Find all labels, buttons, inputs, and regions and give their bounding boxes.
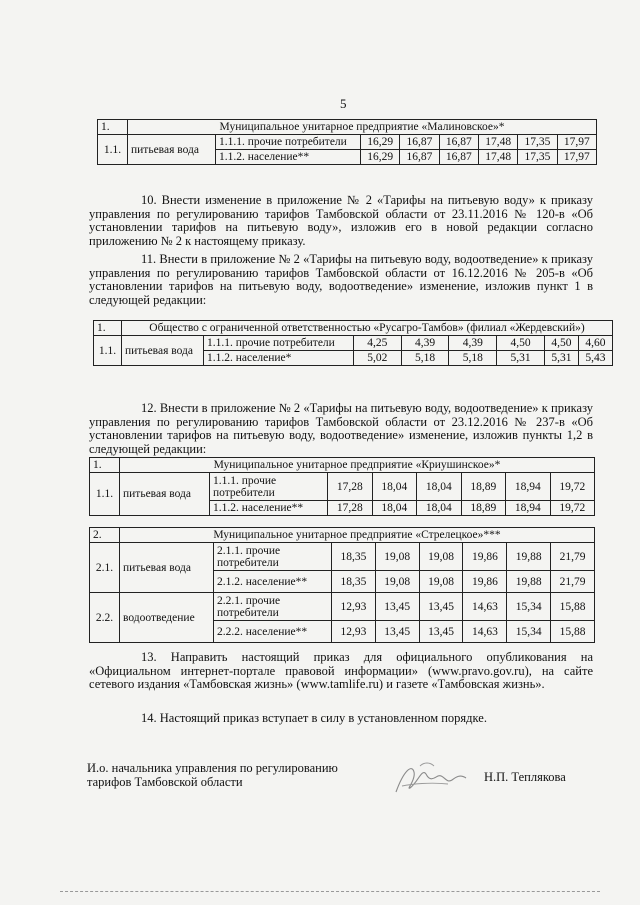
tariff-cell: 18,04 bbox=[372, 473, 417, 501]
tariff-table-streletskoe bbox=[89, 527, 595, 643]
tariff-cell: 18,89 bbox=[461, 501, 506, 516]
consumer-category: 2.2.1. прочие потребители bbox=[214, 593, 332, 621]
tariff-cell: 21,79 bbox=[551, 543, 595, 571]
tariff-cell: 19,08 bbox=[375, 571, 419, 593]
tariff-cell: 12,93 bbox=[332, 621, 376, 643]
tariff-cell: 16,87 bbox=[400, 150, 439, 165]
consumer-category: 1.1.2. население* bbox=[204, 351, 354, 366]
org-name: Муниципальное унитарное предприятие «Стрелецкое»*** bbox=[120, 528, 595, 543]
tariff-cell: 18,35 bbox=[332, 571, 376, 593]
org-number: 2. bbox=[90, 528, 120, 543]
table-row bbox=[90, 543, 595, 571]
item-number: 1.1. bbox=[90, 473, 120, 516]
tariff-cell: 5,31 bbox=[544, 351, 578, 366]
tariff-cell: 4,60 bbox=[578, 336, 612, 351]
tariff-cell: 21,79 bbox=[551, 571, 595, 593]
org-number: 1. bbox=[90, 458, 120, 473]
tariff-cell: 19,08 bbox=[419, 543, 463, 571]
tariff-cell: 16,87 bbox=[439, 135, 478, 150]
tariff-cell: 5,02 bbox=[354, 351, 402, 366]
consumer-category: 1.1.1. прочие потребители bbox=[204, 336, 354, 351]
service-name: питьевая вода bbox=[120, 473, 210, 516]
signatory-position-line1: И.о. начальника управления по регулированию bbox=[87, 761, 338, 775]
tariff-cell: 4,25 bbox=[354, 336, 402, 351]
tariff-cell: 19,08 bbox=[419, 571, 463, 593]
paragraph-14: 14. Настоящий приказ вступает в силу в установленном порядке. bbox=[141, 711, 487, 725]
tariff-cell: 16,87 bbox=[400, 135, 439, 150]
org-name: Муниципальное унитарное предприятие «Криушинское»* bbox=[120, 458, 595, 473]
page-bottom-divider bbox=[60, 891, 600, 892]
page-number: 5 bbox=[340, 96, 347, 111]
tariff-cell: 4,39 bbox=[401, 336, 449, 351]
paragraph-10: 10. Внести изменение в приложение № 2 «Тарифы на питьевую воду» к приказу управления по регулированию тарифов Тамбовской области от 23.11.2016 № 120-в «Об установлении тарифов на питьевую воду», изложив его в новой редакции согласно приложению № 2 к настоящему приказу. bbox=[89, 193, 593, 248]
signatory-position-line2: тарифов Тамбовской области bbox=[87, 774, 243, 789]
tariff-cell: 18,94 bbox=[506, 473, 551, 501]
paragraph-13: 13. Направить настоящий приказ для официального опубликования на «Официальном интернет-портале правовой информации» (www.pravo.gov.ru), на сайте сетевого издания «Тамбовская жизнь» (www.tamlife.ru) и газете «Тамбовская жизнь». bbox=[89, 650, 593, 692]
org-number: 1. bbox=[94, 321, 122, 336]
tariff-cell: 19,88 bbox=[507, 571, 551, 593]
tariff-cell: 16,87 bbox=[439, 150, 478, 165]
item-number: 1.1. bbox=[94, 336, 122, 366]
tariff-cell: 17,28 bbox=[328, 473, 373, 501]
table-header-row bbox=[94, 321, 613, 336]
tariff-cell: 19,86 bbox=[463, 571, 507, 593]
tariff-cell: 18,35 bbox=[332, 543, 376, 571]
table-header-row bbox=[90, 458, 595, 473]
tariff-cell: 12,93 bbox=[332, 593, 376, 621]
service-name: питьевая вода bbox=[128, 135, 216, 165]
tariff-cell: 5,18 bbox=[401, 351, 449, 366]
item-number: 1.1. bbox=[98, 135, 128, 165]
org-number: 1. bbox=[98, 120, 128, 135]
table-header-row bbox=[90, 528, 595, 543]
tariff-table-malinovskoe bbox=[97, 119, 597, 165]
table-header-row bbox=[98, 120, 597, 135]
table-row bbox=[94, 336, 613, 351]
service-name: водоотведение bbox=[120, 593, 214, 643]
tariff-cell: 16,29 bbox=[361, 150, 400, 165]
tariff-table-rusagro bbox=[93, 320, 613, 366]
item-number: 2.2. bbox=[90, 593, 120, 643]
tariff-cell: 17,35 bbox=[518, 135, 557, 150]
tariff-cell: 18,89 bbox=[461, 473, 506, 501]
tariff-table-kriushinskoe bbox=[89, 457, 595, 516]
tariff-cell: 5,31 bbox=[497, 351, 545, 366]
tariff-cell: 4,50 bbox=[544, 336, 578, 351]
tariff-cell: 14,63 bbox=[463, 593, 507, 621]
tariff-cell: 18,04 bbox=[372, 501, 417, 516]
tariff-cell: 16,29 bbox=[361, 135, 400, 150]
item-number: 2.1. bbox=[90, 543, 120, 593]
tariff-cell: 18,04 bbox=[417, 473, 462, 501]
table-row bbox=[90, 593, 595, 621]
tariff-cell: 15,88 bbox=[551, 593, 595, 621]
tariff-cell: 19,88 bbox=[507, 543, 551, 571]
tariff-cell: 4,50 bbox=[497, 336, 545, 351]
tariff-cell: 15,34 bbox=[507, 593, 551, 621]
tariff-cell: 4,39 bbox=[449, 336, 497, 351]
consumer-category: 1.1.2. население** bbox=[216, 150, 361, 165]
tariff-cell: 19,72 bbox=[550, 473, 595, 501]
tariff-cell: 17,97 bbox=[557, 150, 596, 165]
org-name: Общество с ограниченной ответственностью «Русагро-Тамбов» (филиал «Жердевский») bbox=[122, 321, 613, 336]
tariff-cell: 15,34 bbox=[507, 621, 551, 643]
paragraph-12: 12. Внести в приложение № 2 «Тарифы на питьевую воду, водоотведение» к приказу управления по регулированию тарифов Тамбовской области от 23.12.2016 № 237-в «Об установлении тарифов на питьевую воду, водоотведение» изменение, изложив пункты 1,2 в следующей редакции: bbox=[89, 401, 593, 456]
tariff-cell: 5,43 bbox=[578, 351, 612, 366]
paragraph-11: 11. Внести в приложение № 2 «Тарифы на питьевую воду, водоотведение» к приказу управления по регулированию тарифов Тамбовской области от 16.12.2016 № 205-в «Об установлении тарифов на питьевую воду, водоотведение» изменение, изложив пункт 1 в следующей редакции: bbox=[89, 252, 593, 307]
tariff-cell: 17,28 bbox=[328, 501, 373, 516]
tariff-cell: 13,45 bbox=[375, 621, 419, 643]
tariff-cell: 18,94 bbox=[506, 501, 551, 516]
service-name: питьевая вода bbox=[122, 336, 204, 366]
tariff-cell: 19,08 bbox=[375, 543, 419, 571]
signatory-name: Н.П. Теплякова bbox=[484, 770, 566, 784]
tariff-cell: 13,45 bbox=[419, 593, 463, 621]
tariff-cell: 5,18 bbox=[449, 351, 497, 366]
tariff-cell: 17,97 bbox=[557, 135, 596, 150]
consumer-category: 1.1.1. прочие потребители bbox=[210, 473, 328, 501]
consumer-category: 2.2.2. население** bbox=[214, 621, 332, 643]
table-row bbox=[90, 473, 595, 501]
tariff-cell: 19,72 bbox=[550, 501, 595, 516]
tariff-cell: 17,48 bbox=[478, 150, 517, 165]
tariff-cell: 17,48 bbox=[478, 135, 517, 150]
tariff-cell: 15,88 bbox=[551, 621, 595, 643]
tariff-cell: 13,45 bbox=[375, 593, 419, 621]
tariff-cell: 19,86 bbox=[463, 543, 507, 571]
consumer-category: 2.1.2. население** bbox=[214, 571, 332, 593]
tariff-cell: 18,04 bbox=[417, 501, 462, 516]
tariff-cell: 17,35 bbox=[518, 150, 557, 165]
consumer-category: 2.1.1. прочие потребители bbox=[214, 543, 332, 571]
tariff-cell: 13,45 bbox=[419, 621, 463, 643]
consumer-category: 1.1.1. прочие потребители bbox=[216, 135, 361, 150]
tariff-cell: 14,63 bbox=[463, 621, 507, 643]
handwritten-signature bbox=[390, 758, 470, 802]
signatory-position bbox=[87, 762, 407, 789]
service-name: питьевая вода bbox=[120, 543, 214, 593]
consumer-category: 1.1.2. население** bbox=[210, 501, 328, 516]
table-row bbox=[98, 135, 597, 150]
org-name: Муниципальное унитарное предприятие «Малиновское»* bbox=[128, 120, 597, 135]
